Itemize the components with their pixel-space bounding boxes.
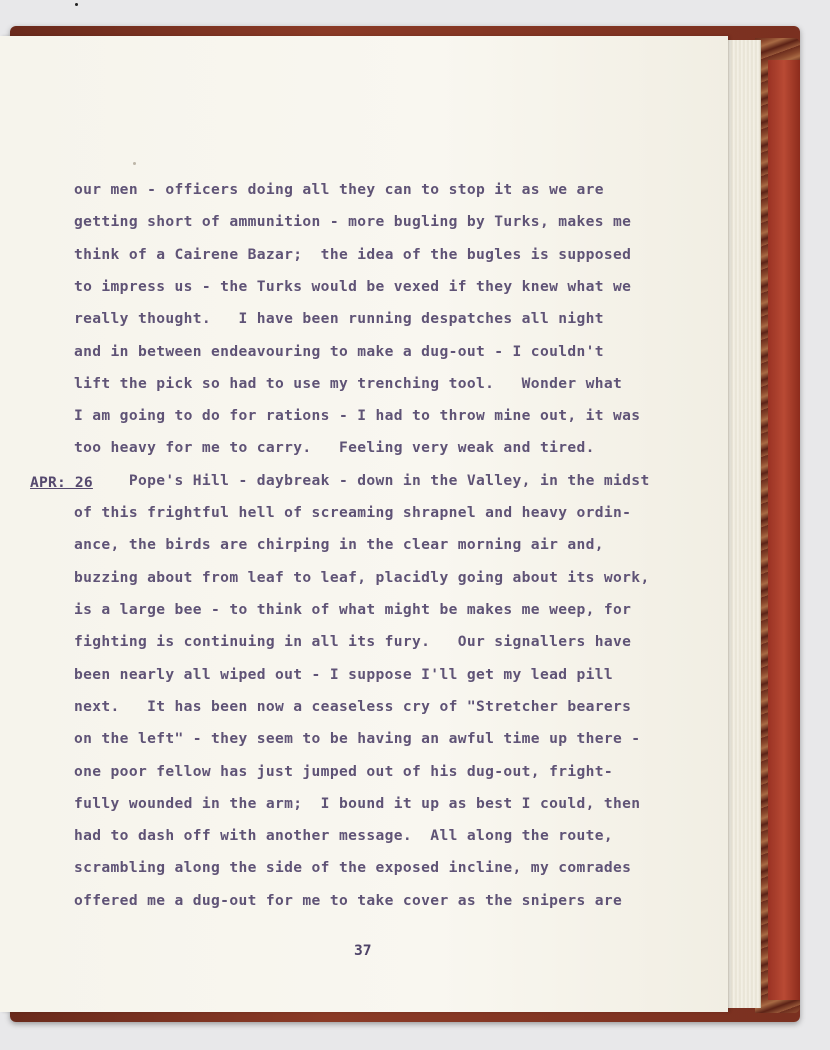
text-line: think of a Cairene Bazar; the idea of the bugles is supposed [74, 246, 632, 263]
diary-date: APR: 26 [30, 474, 93, 491]
typed-page [0, 36, 728, 1012]
scan-speck [75, 3, 78, 6]
text-line: fighting is continuing in all its fury. Our signallers have [74, 633, 632, 650]
text-line: is a large bee - to think of what might be makes me weep, for [74, 601, 632, 618]
text-line: I am going to do for rations - I had to throw mine out, it was [74, 407, 641, 424]
text-line: been nearly all wiped out - I suppose I'll get my lead pill [74, 666, 614, 683]
page-number: 37 [354, 942, 372, 959]
text-line: lift the pick so had to use my trenching tool. Wonder what [74, 375, 623, 392]
text-line: scrambling along the side of the exposed incline, my comrades [74, 859, 632, 876]
text-line: and in between endeavouring to make a dug-out - I couldn't [74, 343, 604, 360]
text-line: one poor fellow has just jumped out of his dug-out, fright- [74, 763, 614, 780]
text-line: ance, the birds are chirping in the clear morning air and, [74, 536, 604, 553]
text-line: fully wounded in the arm; I bound it up as best I could, then [74, 795, 641, 812]
text-line: really thought. I have been running despatches all night [74, 310, 604, 327]
text-line: had to dash off with another message. All along the route, [74, 827, 614, 844]
text-line: to impress us - the Turks would be vexed if they knew what we [74, 278, 632, 295]
text-line: buzzing about from leaf to leaf, placidly going about its work, [74, 569, 650, 586]
paper-speck [133, 162, 136, 165]
text-line: offered me a dug-out for me to take cover as the snipers are [74, 892, 623, 909]
text-line: too heavy for me to carry. Feeling very weak and tired. [74, 439, 595, 456]
text-line: Pope's Hill - daybreak - down in the Valley, in the midst [74, 472, 650, 489]
text-line: our men - officers doing all they can to stop it as we are [74, 181, 604, 198]
text-line: of this frightful hell of screaming shrapnel and heavy ordin- [74, 504, 632, 521]
text-line: getting short of ammunition - more bugling by Turks, makes me [74, 213, 632, 230]
cloth-spine [768, 60, 800, 1000]
text-line: on the left" - they seem to be having an awful time up there - [74, 730, 641, 747]
text-line: next. It has been now a ceaseless cry of "Stretcher bearers [74, 698, 632, 715]
